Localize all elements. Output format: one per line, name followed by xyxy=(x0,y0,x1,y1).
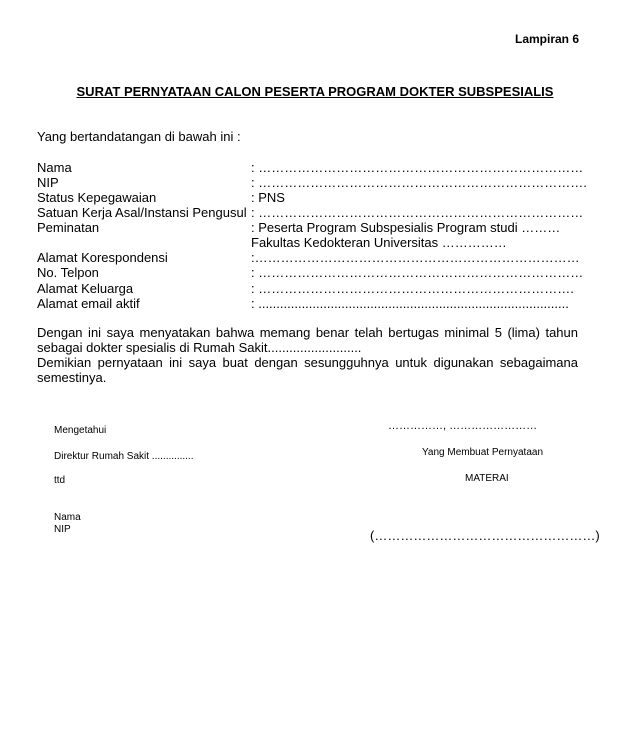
field-label: Satuan Kerja Asal/Instansi Pengusul xyxy=(37,205,247,220)
name-label: Nama xyxy=(54,512,81,523)
signature-name-line: (……………………………………………) xyxy=(370,528,600,543)
ttd-label: ttd xyxy=(54,475,66,486)
statement-paragraph: Dengan ini saya menyatakan bahwa memang benar telah bertugas minimal 5 (lima) tahun sebagai dokter spesialis di Rumah Sakit.......................... xyxy=(37,325,578,355)
field-label: Alamat Korespondensi xyxy=(37,250,168,265)
field-label: Nama xyxy=(37,160,72,175)
intro-text: Yang bertandatangan di bawah ini : xyxy=(37,129,241,144)
field-label: No. Telpon xyxy=(37,265,99,280)
nip-label: NIP xyxy=(54,524,71,535)
acknowledged-label: Mengetahui xyxy=(54,425,107,436)
field-label: Alamat Keluarga xyxy=(37,281,134,296)
field-value: : …………………………………………………………………. xyxy=(251,175,587,190)
field-value: : ………………………………………………………………… xyxy=(251,160,584,175)
field-value: : ...................................................................................... xyxy=(251,296,569,311)
field-value: : Peserta Program Subspesialis Program studi ……… xyxy=(251,220,561,235)
field-value: : ………………………………………………………………… xyxy=(251,265,584,280)
place-date-line: ……………, …………………… xyxy=(388,420,538,432)
field-label: Peminatan xyxy=(37,220,100,235)
field-label: Alamat email aktif xyxy=(37,296,140,311)
field-value: Fakultas Kedokteran Universitas …………… xyxy=(251,235,507,250)
statement-maker-label: Yang Membuat Pernyataan xyxy=(422,447,544,458)
field-label: Status Kepegawaian xyxy=(37,190,157,205)
field-value: : ………………………………………………………………. xyxy=(251,281,574,296)
field-label: NIP xyxy=(37,175,59,190)
document-title: SURAT PERNYATAAN CALON PESERTA PROGRAM DOKTER SUBSPESIALIS xyxy=(76,84,554,99)
stamp-label: MATERAI xyxy=(465,473,509,484)
closing-paragraph: Demikian pernyataan ini saya buat dengan sesungguhnya untuk digunakan sebagaimana semestinya. xyxy=(37,355,578,385)
field-value: : PNS xyxy=(251,190,285,205)
director-label: Direktur Rumah Sakit ............... xyxy=(54,451,194,462)
field-value: :………………………………………………………………… xyxy=(251,250,580,265)
attachment-label: Lampiran 6 xyxy=(515,32,580,46)
field-value: : ………………………………………………………………… xyxy=(251,205,584,220)
